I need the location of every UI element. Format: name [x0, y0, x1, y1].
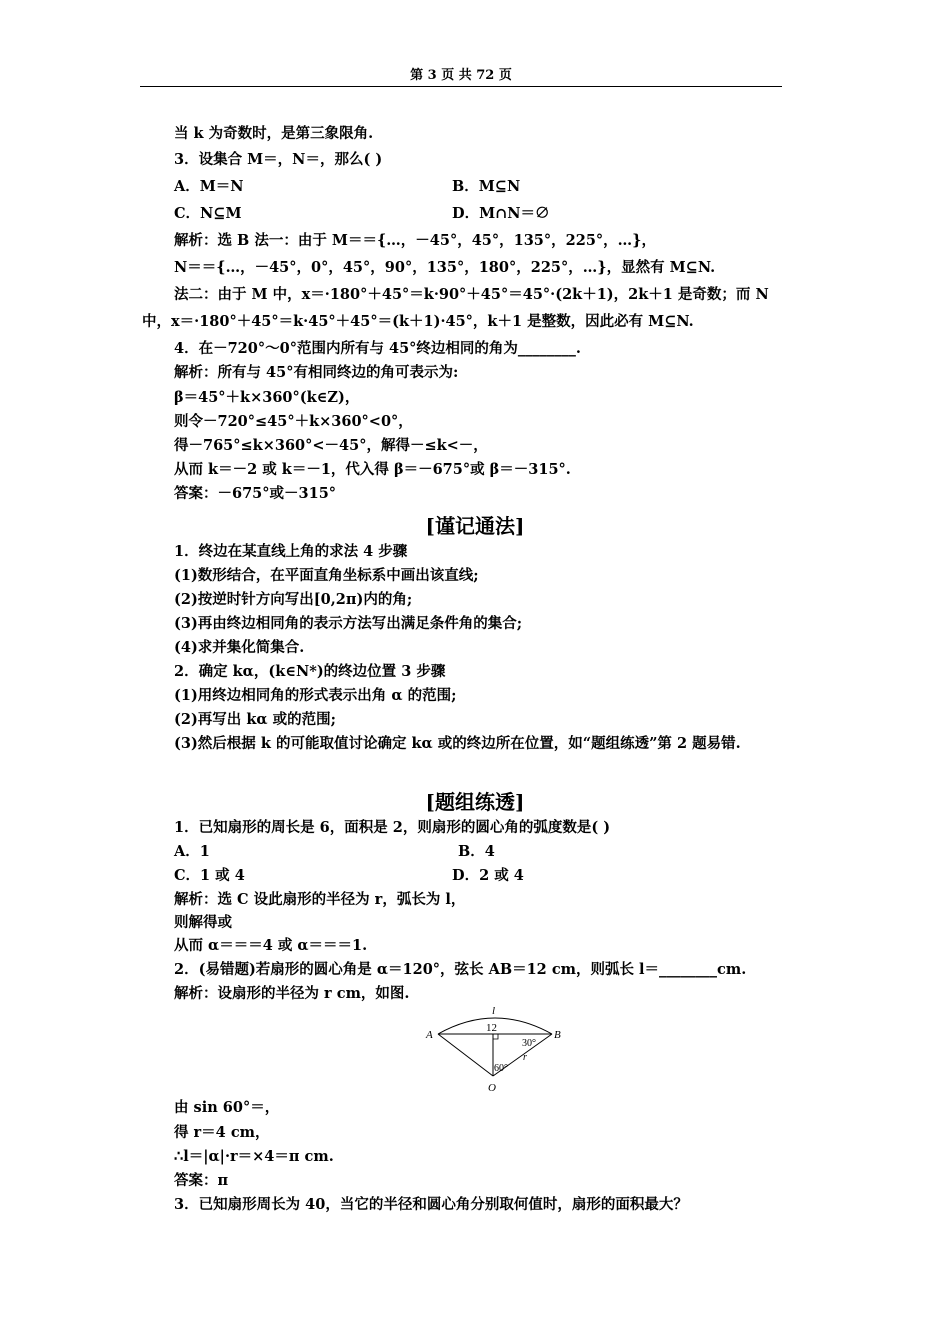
text-line: 解析：设扇形的半径为 r cm，如图. — [174, 985, 410, 1002]
section-heading: [谨记通法] — [425, 514, 525, 538]
text-line: 2．确定 kα，(k∈N*)的终边位置 3 步骤 — [174, 663, 446, 680]
text-line: 则解得或 — [174, 914, 232, 931]
text-line: (4)求并集化简集合. — [174, 639, 305, 656]
text-line: (2)再写出 kα 或的范围; — [174, 711, 336, 728]
sector-diagram — [424, 1004, 566, 1096]
text-line: 3．已知扇形周长为 40，当它的半径和圆心角分别取何值时，扇形的面积最大？ — [174, 1196, 688, 1213]
right-angle-mark — [493, 1034, 498, 1039]
text-line: D．2 或 4 — [452, 867, 524, 884]
text-line: A．1 — [174, 843, 210, 860]
text-line: 法二：由于 M 中，x＝·180°＋45°＝k·90°＋45°＝45°·(2k＋1)，2k＋1 是奇数；而 N — [174, 286, 769, 303]
text-line: (2)按逆时针方向写出[0,2π)内的角; — [174, 591, 413, 608]
text-line: 当 k 为奇数时，是第三象限角. — [174, 125, 374, 142]
text-line: 解析：选 B 法一：由于 M＝＝{…，－45°，45°，135°，225°，…}， — [174, 232, 656, 249]
text-line: 1．终边在某直线上角的求法 4 步骤 — [174, 543, 408, 560]
text-line: 则令－720°≤45°＋k×360°<0°， — [174, 413, 413, 430]
text-line: 3．设集合 M＝，N＝，那么( ) — [174, 151, 383, 168]
text-line: (3)然后根据 k 的可能取值讨论确定 kα 或的终边所在位置，如“题组练透”第 2 题易错. — [174, 735, 741, 752]
text-line: N＝＝{…，－45°，0°，45°，90°，135°，180°，225°，…}，显然有 M⊆N. — [174, 259, 716, 276]
text-line: 得－765°≤k×360°<－45°，解得－≤k<－， — [174, 437, 488, 454]
label-o: O — [488, 1082, 496, 1094]
text-line: (3)再由终边相同角的表示方法写出满足条件角的集合; — [174, 615, 523, 632]
text-line: 4．在－720°～0°范围内所有与 45°终边相同的角为________. — [174, 340, 581, 357]
text-line: 答案：－675°或－315° — [174, 485, 337, 502]
label-r: r — [523, 1052, 527, 1063]
text-line: 由 sin 60°＝， — [174, 1099, 280, 1116]
text-line: B．4 — [458, 843, 495, 860]
label-a: A — [426, 1029, 433, 1041]
section-heading: [题组练透] — [425, 790, 525, 814]
label-b: B — [554, 1029, 561, 1041]
label-12: 12 — [486, 1022, 497, 1034]
text-line: 2．(易错题)若扇形的圆心角是 α＝120°，弦长 AB＝12 cm，则弧长 l＝________cm. — [174, 961, 747, 978]
page-header — [140, 62, 782, 87]
text-line: D．M∩N＝∅ — [452, 205, 550, 222]
text-line: 1．已知扇形的周长是 6，面积是 2，则扇形的圆心角的弧度数是( ) — [174, 819, 611, 836]
page-number: 第 3 页 共 72 页 — [410, 68, 512, 83]
text-line: C．1 或 4 — [174, 867, 245, 884]
label-60: 60° — [494, 1063, 508, 1074]
text-line: 答案：π — [174, 1172, 229, 1189]
label-l: l — [492, 1005, 496, 1017]
text-line: (1)用终边相同角的形式表示出角 α 的范围; — [174, 687, 457, 704]
text-line: 解析：所有与 45°有相同终边的角可表示为: — [174, 364, 459, 381]
radius-oa — [438, 1034, 493, 1076]
text-line: 中，x＝·180°＋45°＝k·45°＋45°＝(k＋1)·45°，k＋1 是整数，因此必有 M⊆N. — [142, 313, 694, 330]
text-line: C．N⊆M — [174, 205, 242, 222]
text-line: 从而 α＝＝＝4 或 α＝＝＝1. — [174, 937, 368, 954]
text-line: 从而 k＝－2 或 k＝－1，代入得 β＝－675°或 β＝－315°. — [174, 461, 571, 478]
text-line: A．M＝N — [174, 178, 244, 195]
text-line: ∴l＝|α|·r＝×4＝π cm. — [174, 1148, 334, 1165]
label-30: 30° — [522, 1038, 536, 1049]
text-line: 得 r＝4 cm， — [174, 1124, 270, 1141]
text-line: (1)数形结合，在平面直角坐标系中画出该直线; — [174, 567, 479, 584]
text-line: 解析：选 C 设此扇形的半径为 r，弧长为 l， — [174, 891, 466, 908]
text-line: β＝45°＋k×360°(k∈Z)， — [174, 389, 360, 406]
text-line: B．M⊆N — [452, 178, 521, 195]
